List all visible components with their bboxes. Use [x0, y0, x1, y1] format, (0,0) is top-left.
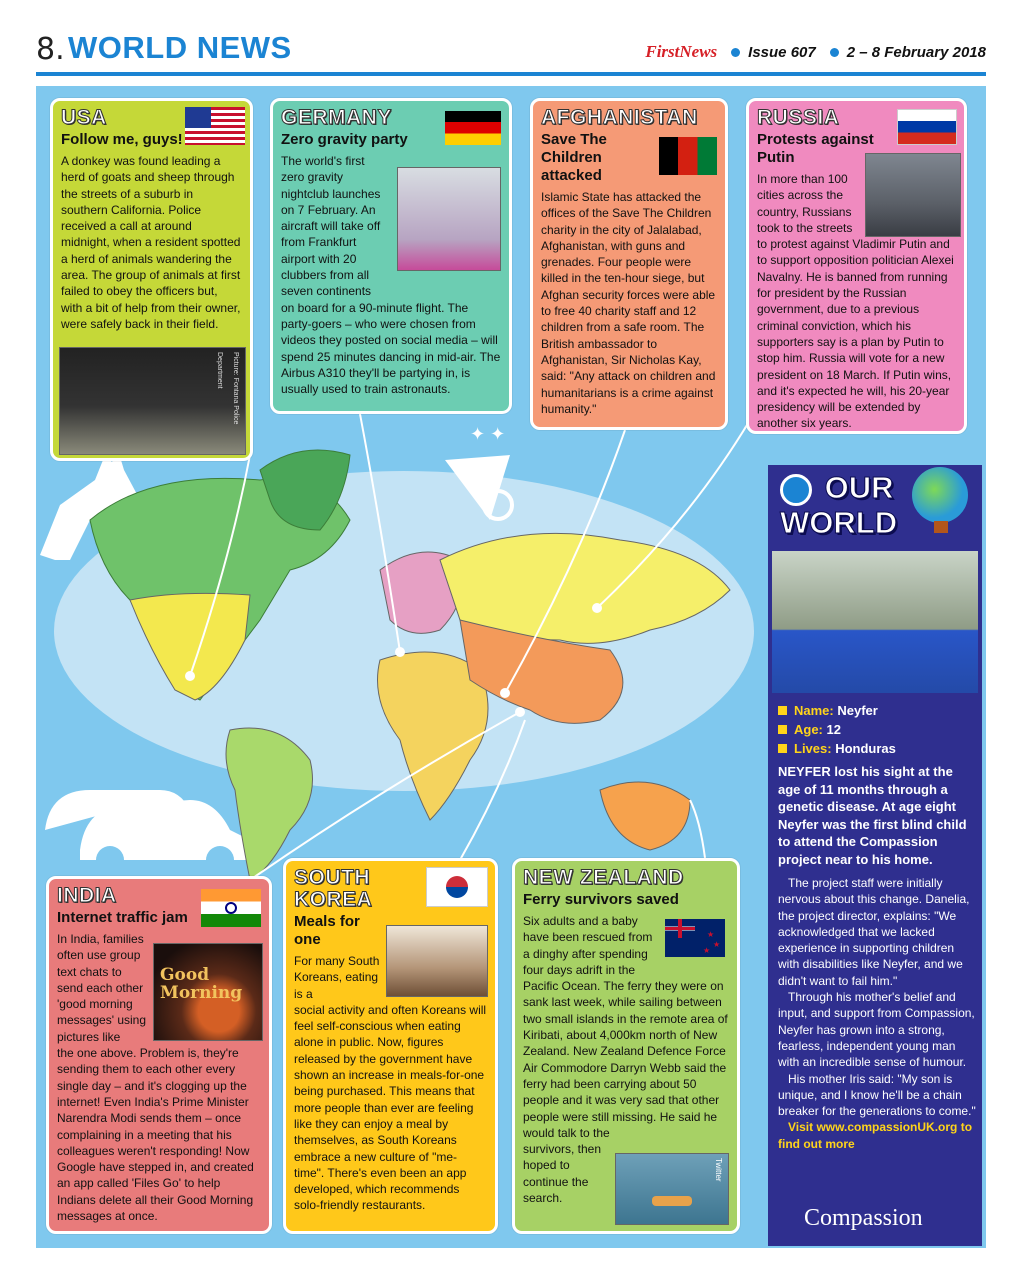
story-headline: Save The Children attacked	[541, 131, 607, 184]
australia-shape	[600, 782, 690, 850]
afghanistan-flag-icon	[659, 137, 717, 175]
intro-text: NEYFER lost his sight at the age of 11 months through a genetic disease. At age eight Neyfer was the first blind child to attend the Compassion project near to his home.	[778, 764, 967, 867]
fact-age: Age: 12	[778, 720, 896, 739]
dinghy-photo	[615, 1153, 729, 1225]
neyfer-photo	[772, 551, 978, 693]
globe-icon	[908, 459, 978, 537]
paragraph: Through his mother's belief and input, and support from Compassion, Neyfer has grown into a strong, fearless, independent young man with an incredible sense of humour.	[778, 990, 975, 1070]
fact-lives: Lives: Honduras	[778, 739, 896, 758]
fact-list	[778, 701, 896, 758]
paragraph: The project staff were initially nervous about this change. Danelia, the project director, explains: "We acknowledged that we lacked experience in supporting children with disabilities like Neyfer, and we didn't want to fail him."	[778, 876, 970, 988]
story-body: Islamic State has attacked the offices of the Save The Children charity in the city of Jalalabad, Afghanistan, with guns and grenades. Four people were killed in the ten-hour siege, but Afghan security forces were able to free 40 charity staff and 12 children from a safe room. The British ambassador to Afghanistan, Sir Nicholas Kay, said: "Any attack on children and humanitarians is a crime against humanity."	[541, 190, 716, 416]
story-country: USA	[61, 106, 107, 129]
story-body: Pacific Ocean. The ferry they were on sank last week, while sailing between two small islands in the remote area of Kiribati, about 4,000km north of New Zealand. New Zealand Defence Force Air Commodore Darryn Webb said the ferry had been carrying about 50 people and it was very sad that other people were still missing. He said he	[523, 979, 728, 1124]
story-headline: Internet traffic jam	[57, 909, 188, 926]
issue-number: Issue 607	[748, 43, 816, 61]
germany-flag-icon	[445, 111, 501, 145]
cars-icon	[45, 790, 250, 874]
story-body-end: would talk to the survivors, then hoped to continue the search.	[523, 1125, 610, 1206]
compassion-logo: Compassion	[804, 1205, 923, 1231]
zero-gravity-photo	[397, 167, 501, 271]
new-zealand-flag-icon: ★ ★ ★	[665, 919, 725, 957]
photo-credit: Picture: Fontana Police Department	[216, 352, 239, 425]
story-headline: Protests against Putin	[757, 131, 874, 166]
afghanistan-story	[530, 98, 728, 430]
south-korea-story	[283, 858, 498, 1234]
story-body-wrap: In more than 100 cities across the country, Russians took to the streets	[757, 172, 853, 235]
donkey-herd-photo	[59, 347, 246, 455]
story-body-wrap: Six adults and a baby have been rescued from a dinghy after spending four days adrift in the	[523, 914, 653, 977]
party-horn-icon	[445, 424, 512, 520]
person-icon	[780, 474, 812, 506]
story-body-wrap: The world's first zero gravity nightclub launches on 7 February. An aircraft will take off from Frankfurt airport with 20 clubbers from all seven continents	[281, 154, 381, 299]
russia-story	[746, 98, 967, 434]
photo-caption: Good Morning	[160, 965, 243, 1003]
story-country: NEW ZEALAND	[523, 866, 684, 889]
brand-logo: FirstNews	[645, 42, 718, 61]
story-country: AFGHANISTAN	[541, 106, 698, 129]
photo-credit: Twitter	[714, 1158, 723, 1182]
story-country: INDIA	[57, 884, 117, 907]
our-world-body	[778, 875, 976, 1152]
story-country: GERMANY	[281, 106, 392, 129]
eating-alone-photo	[386, 925, 488, 997]
paragraph: His mother Iris said: "My son is unique, and I know he'll be a chain breaker for the generations to come."	[778, 1071, 976, 1119]
section-title: WORLD NEWS	[68, 30, 292, 65]
story-body-wrap: For many South Koreans, eating is a	[294, 954, 380, 1001]
story-body: the one above. Problem is, they're sending them to each other every single day – and it's clogging up the internet! Even India's Prime Minister Narendra Modi sends them – once complaining in a meeting that his colleagues weren't responding! Now Google have stepped in, and created an app called 'Files Go' to help Indians delete all their Good Morning messages at once.	[57, 1046, 254, 1224]
new-zealand-story	[512, 858, 740, 1234]
good-morning-photo	[153, 943, 263, 1041]
page-number: 8.	[36, 32, 65, 67]
germany-story	[270, 98, 512, 414]
story-body: social activity and often Koreans will feel self-conscious when eating alone in public. Now, figures released by the government have shown an increase in meals-for-one being purchased. This means that more people than ever are feeling like they can enjoy a meal by themselves, as South Koreans embrace a new culture of "me-time". There's even been an app developed, which recommends solo-friendly restaurants.	[294, 1002, 487, 1213]
story-country: RUSSIA	[757, 106, 840, 129]
our-world-title: OUR WORLD	[780, 470, 898, 540]
story-headline: Meals for one	[294, 913, 360, 948]
south-korea-flag-icon	[426, 867, 488, 907]
story-headline: Zero gravity party	[281, 131, 408, 148]
our-world-panel	[768, 465, 982, 1246]
story-body: A donkey was found leading a herd of goats and sheep through the streets of a suburb in southern California. Police received a call at around midnight, when a resident spotted a herd of animals wandering the area. The group of animals at first failed to obey the officers but, with a bit of help from their owner, were safely back in their field.	[61, 154, 241, 331]
story-body: to protest against Vladimir Putin and to support opposition politician Alexei Navalny. He is banned from running for president by the Russian government, due to a previous criminal conviction, which his supporters say is a plan by Putin to stop him. Russia will vote for a new president on 18 March. If Putin wins, and it's expected he will, his 20-year presidency will be extended by another six years.	[757, 237, 954, 431]
story-headline: Follow me, guys!	[61, 131, 183, 148]
issue-date: 2 – 8 February 2018	[846, 43, 986, 61]
usa-story	[50, 98, 253, 461]
usa-shape	[130, 593, 250, 700]
story-country: SOUTH KOREA	[294, 866, 373, 911]
usa-flag-icon	[185, 107, 245, 145]
india-flag-icon	[201, 889, 261, 927]
story-headline: Ferry survivors saved	[523, 891, 679, 908]
russia-flag-icon	[897, 109, 957, 145]
story-body: on board for a 90-minute flight. The party-goers – who were chosen from videos they posted on social media – will spend 25 minutes dancing in mid-air. The Airbus A310 they'll be partying in, is usually used to train astronauts.	[281, 300, 501, 397]
story-body-wrap: In India, families often use group text chats to send each other 'good morning messages' using pictures like	[57, 932, 147, 1044]
fact-name: Name: Neyfer	[778, 701, 896, 720]
svg-text:✦ ✦: ✦ ✦	[470, 424, 506, 444]
india-story	[46, 876, 272, 1234]
protest-photo	[865, 153, 961, 237]
compassion-link[interactable]: Visit www.compassionUK.org to find out more	[778, 1120, 973, 1151]
